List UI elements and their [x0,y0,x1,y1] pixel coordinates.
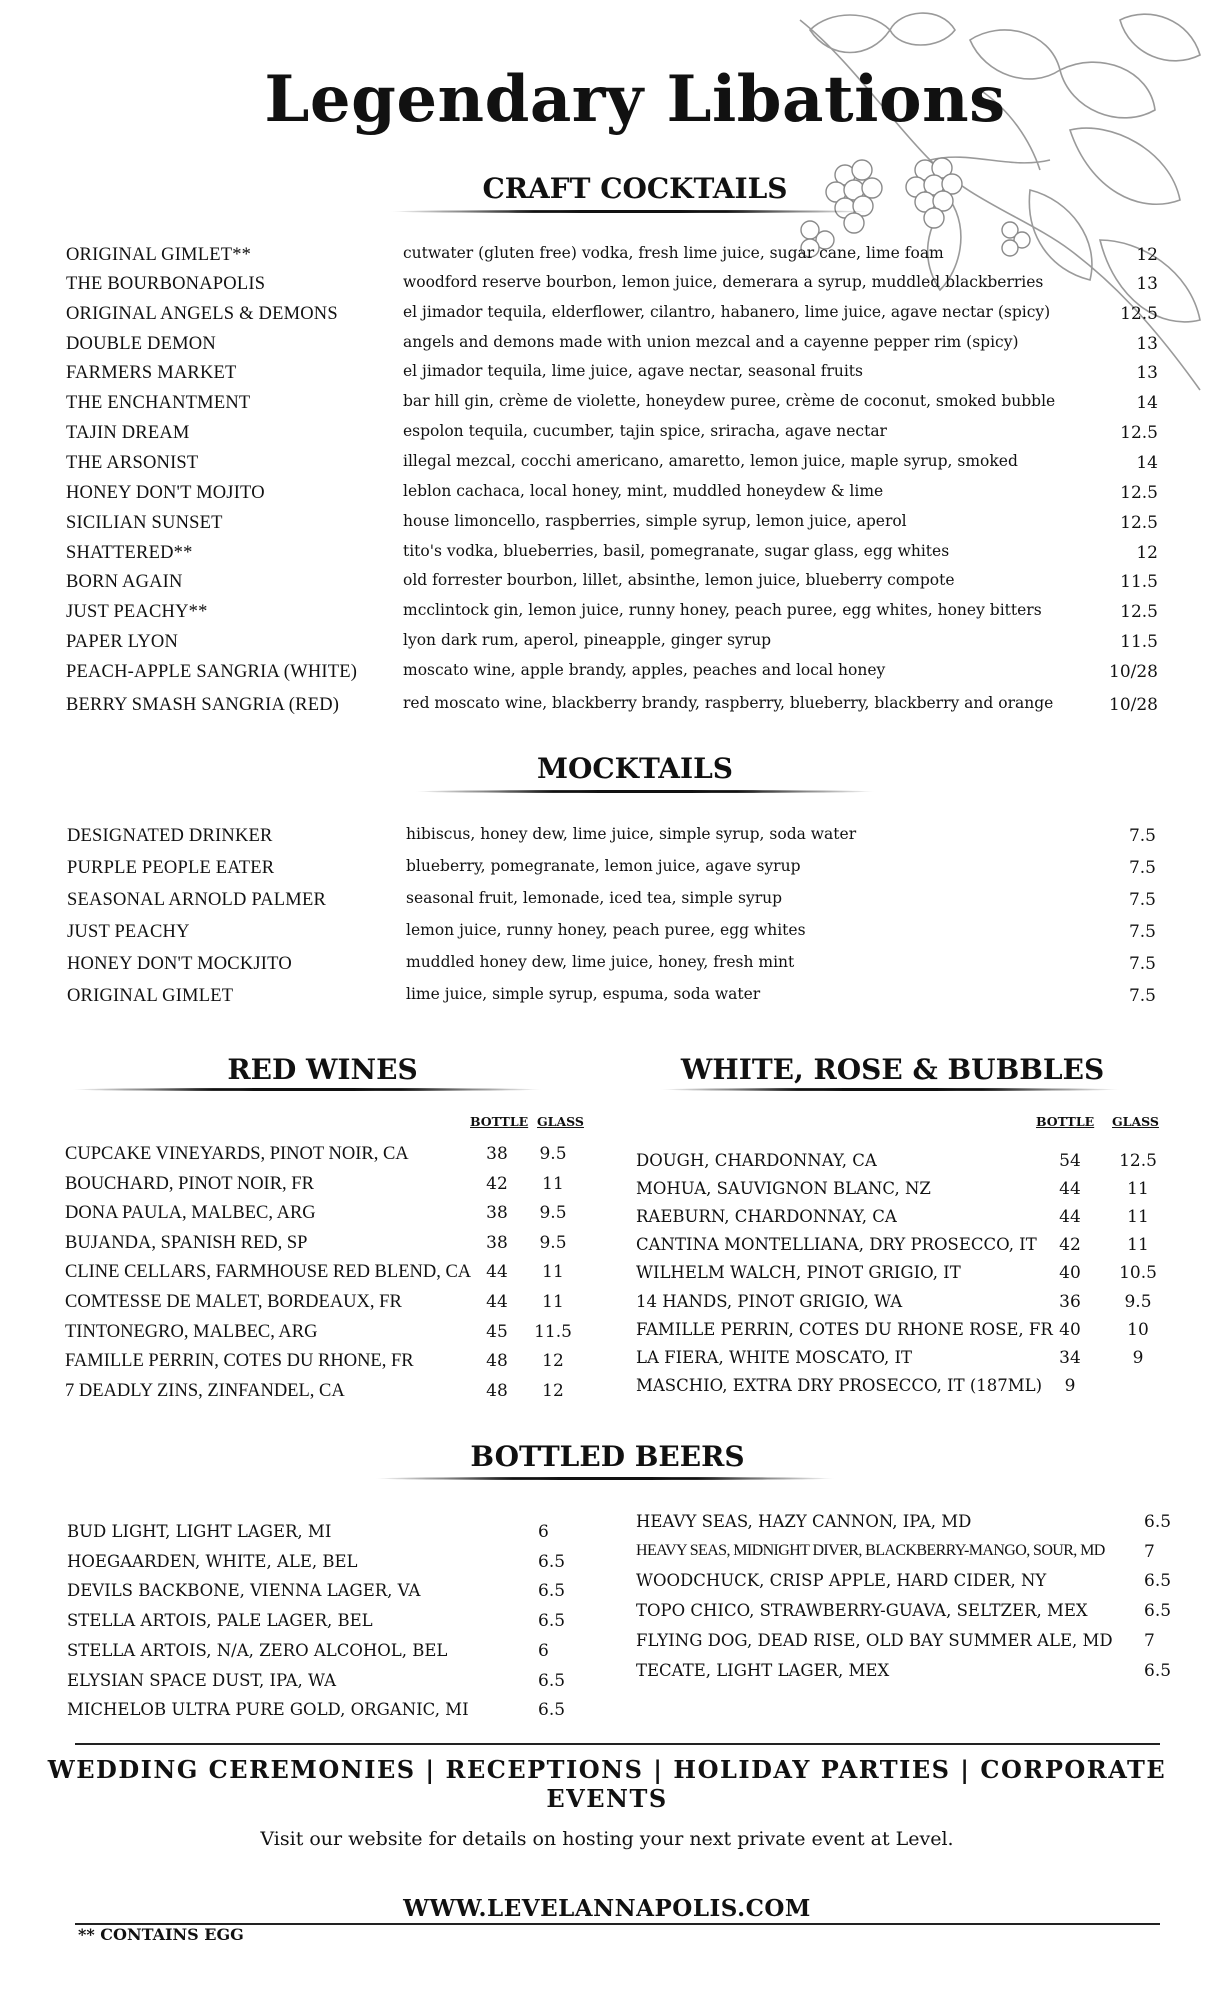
cocktail-description: el jimador tequila, lime juice, agave nectar, seasonal fruits [403,362,863,380]
white-wine-bottle-price: 42 [1059,1235,1081,1256]
white-wine-bottle-price: 44 [1059,1207,1081,1228]
mocktail-name: DESIGNATED DRINKER [67,826,273,846]
red-wine-bottle-price: 48 [486,1380,508,1401]
egg-footnote: ** CONTAINS EGG [78,1925,244,1944]
beer-price: 6.5 [1144,1601,1172,1622]
cocktail-name: ORIGINAL GIMLET** [66,245,252,265]
cocktail-price: 10/28 [1109,695,1158,715]
cocktail-price: 12 [1136,245,1158,265]
private-event-note: Visit our website for details on hosting your next private event at Level. [260,1828,954,1850]
red-col-bottle: BOTTLE [470,1114,529,1129]
red-wine-bottle-price: 44 [486,1262,508,1283]
cocktail-description: woodford reserve bourbon, lemon juice, demerara a syrup, muddled blackberries [403,273,1044,291]
beer-price: 7 [1144,1630,1155,1651]
cocktail-price: 12.5 [1120,513,1158,533]
cocktail-description: illegal mezcal, cocchi americano, amaretto, lemon juice, maple syrup, smoked [403,452,1018,470]
white-wine-name: DOUGH, CHARDONNAY, CA [636,1151,877,1170]
beer-name: DEVILS BACKBONE, VIENNA LAGER, VA [67,1581,421,1601]
mocktail-description: seasonal fruit, lemonade, iced tea, simple syrup [406,889,783,907]
cocktail-price: 11.5 [1120,632,1158,652]
white-wine-name: 14 HANDS, PINOT GRIGIO, WA [636,1291,903,1311]
beer-name: FLYING DOG, DEAD RISE, OLD BAY SUMMER ALE, MD [636,1630,1113,1650]
cocktail-name: HONEY DON'T MOJITO [66,483,265,503]
red-wine-bottle-price: 44 [486,1292,508,1312]
cocktail-price: 11.5 [1120,572,1158,592]
white-wine-bottle-price: 44 [1059,1179,1081,1200]
white-wine-bottle-price: 40 [1059,1263,1081,1284]
cocktail-name: SICILIAN SUNSET [66,513,223,533]
menu-title: Legendary Libations [264,62,1006,137]
cocktail-name: THE ENCHANTMENT [66,393,251,413]
red-wine-glass-price: 9.5 [539,1232,567,1253]
beer-price: 6.5 [1144,1512,1172,1532]
mocktail-price: 7.5 [1128,890,1156,910]
footer-rule-top [75,1743,1160,1745]
mocktail-name: ORIGINAL GIMLET [67,986,234,1006]
red-col-glass: GLASS [537,1114,584,1129]
white-wine-glass-price: 11 [1127,1207,1149,1228]
red-wine-glass-price: 12 [542,1380,564,1401]
cocktail-price: 13 [1136,274,1158,294]
events-banner: WEDDING CEREMONIES | RECEPTIONS | HOLIDAY PARTIES | CORPORATE EVENTS [47,1755,1167,1813]
white-wine-bottle-price: 54 [1059,1151,1081,1171]
white-wine-glass-price: 11 [1127,1235,1149,1256]
mocktail-description: hibiscus, honey dew, lime juice, simple syrup, soda water [406,825,857,843]
cocktail-description: cutwater (gluten free) vodka, fresh lime juice, sugar cane, lime foam [403,244,944,262]
white-wine-glass-price: 10.5 [1119,1263,1157,1284]
beer-name: HEAVY SEAS, HAZY CANNON, IPA, MD [636,1512,972,1531]
cocktail-description: red moscato wine, blackberry brandy, raspberry, blueberry, blackberry and orange [403,694,1054,712]
red-wine-bottle-price: 38 [486,1232,508,1253]
beer-name: BUD LIGHT, LIGHT LAGER, MI [67,1522,332,1541]
red-wine-name: CUPCAKE VINEYARDS, PINOT NOIR, CA [65,1144,409,1164]
cocktail-description: mcclintock gin, lemon juice, runny honey, peach puree, egg whites, honey bitters [403,601,1042,619]
cocktail-description: espolon tequila, cucumber, tajin spice, sriracha, agave nectar [403,422,887,440]
white-wine-name: MOHUA, SAUVIGNON BLANC, NZ [636,1179,931,1199]
cocktail-name: PEACH-APPLE SANGRIA (WHITE) [66,662,358,682]
mocktail-description: lime juice, simple syrup, espuma, soda water [406,985,761,1003]
website-link[interactable]: WWW.LEVELANNAPOLIS.COM [403,1895,811,1922]
mocktail-price: 7.5 [1128,858,1156,878]
cocktail-name: JUST PEACHY** [66,602,208,622]
beer-name: HOEGAARDEN, WHITE, ALE, BEL [67,1551,358,1571]
red-wine-glass-price: 9.5 [539,1203,567,1224]
white-wine-name: FAMILLE PERRIN, COTES DU RHONE ROSE, FR [636,1319,1053,1339]
mocktail-price: 7.5 [1128,826,1156,846]
cocktail-price: 12.5 [1120,423,1158,443]
mocktail-price: 7.5 [1128,986,1156,1006]
cocktail-price: 10/28 [1109,662,1158,682]
beer-price: 6 [538,1640,549,1661]
white-wine-glass-price: 9.5 [1124,1291,1152,1312]
divider [415,790,875,793]
red-wine-glass-price: 11.5 [534,1321,572,1342]
mocktail-price: 7.5 [1128,954,1156,974]
cocktail-description: house limoncello, raspberries, simple syrup, lemon juice, aperol [403,512,907,530]
cocktail-name: THE ARSONIST [66,453,199,473]
cocktail-price: 12 [1136,543,1158,563]
red-wine-bottle-price: 45 [486,1321,508,1342]
section-heading-white-wines: WHITE, ROSE & BUBBLES [680,1053,1105,1086]
cocktail-price: 12.5 [1120,483,1158,503]
cocktail-name: THE BOURBONAPOLIS [66,274,266,294]
beer-name: ELYSIAN SPACE DUST, IPA, WA [67,1670,337,1690]
beer-name: WOODCHUCK, CRISP APPLE, HARD CIDER, NY [636,1571,1047,1591]
cocktail-name: BERRY SMASH SANGRIA (RED) [66,695,340,715]
divider [375,1477,835,1480]
section-heading-beers: BOTTLED BEERS [470,1440,745,1473]
cocktail-description: old forrester bourbon, lillet, absinthe, lemon juice, blueberry compote [403,571,955,589]
beer-price: 6.5 [538,1700,566,1721]
white-col-bottle: BOTTLE [1036,1114,1095,1129]
beer-name: STELLA ARTOIS, PALE LAGER, BEL [67,1611,373,1631]
cocktail-description: angels and demons made with union mezcal and a cayenne pepper rim (spicy) [403,333,1019,351]
section-heading-cocktails: CRAFT COCKTAILS [482,172,788,205]
red-wine-glass-price: 12 [542,1351,564,1372]
divider [390,210,870,213]
cocktail-description: el jimador tequila, elderflower, cilantro, habanero, lime juice, agave nectar (spicy) [403,303,1051,321]
mocktail-description: blueberry, pomegranate, lemon juice, agave syrup [406,857,801,875]
cocktail-description: leblon cachaca, local honey, mint, muddled honeydew & lime [403,482,884,500]
beer-price: 6.5 [538,1581,566,1602]
mocktail-description: lemon juice, runny honey, peach puree, egg whites [406,921,806,939]
cocktail-name: FARMERS MARKET [66,363,237,383]
beer-name: TOPO CHICO, STRAWBERRY-GUAVA, SELTZER, MEX [636,1601,1088,1621]
red-wine-name: COMTESSE DE MALET, BORDEAUX, FR [65,1292,402,1312]
beer-price: 6.5 [538,1611,566,1632]
cocktail-price: 12.5 [1120,602,1158,622]
mocktail-name: PURPLE PEOPLE EATER [67,858,275,878]
white-wine-glass-price: 9 [1132,1347,1144,1368]
cocktail-price: 14 [1136,453,1158,473]
cocktail-price: 13 [1136,334,1158,354]
white-wine-name: WILHELM WALCH, PINOT GRIGIO, IT [636,1263,961,1283]
cocktail-name: TAJIN DREAM [66,423,190,443]
beer-price: 6.5 [538,1551,566,1572]
cocktail-name: BORN AGAIN [66,572,183,592]
red-wine-glass-price: 9.5 [539,1144,567,1164]
white-wine-bottle-price: 40 [1059,1319,1081,1340]
red-wine-bottle-price: 42 [486,1173,508,1194]
red-wine-glass-price: 11 [542,1292,564,1312]
white-wine-name: MASCHIO, EXTRA DRY PROSECCO, IT (187ML) [636,1375,1043,1395]
beer-name: MICHELOB ULTRA PURE GOLD, ORGANIC, MI [67,1700,469,1720]
section-heading-mocktails: MOCKTAILS [536,752,734,785]
beer-price: 6 [538,1522,549,1542]
red-wine-name: TINTONEGRO, MALBEC, ARG [65,1321,318,1342]
cocktail-description: moscato wine, apple brandy, apples, peaches and local honey [403,661,886,679]
mocktail-description: muddled honey dew, lime juice, honey, fresh mint [406,953,795,971]
cocktail-name: DOUBLE DEMON [66,334,216,354]
red-wine-bottle-price: 38 [486,1144,508,1164]
beer-name: TECATE, LIGHT LAGER, MEX [636,1660,890,1680]
mocktail-name: JUST PEACHY [67,922,190,942]
cocktail-price: 14 [1136,393,1158,413]
beer-name: STELLA ARTOIS, N/A, ZERO ALCOHOL, BEL [67,1640,448,1660]
beer-name: HEAVY SEAS, MIDNIGHT DIVER, BLACKBERRY-MANGO, SOUR, MD [636,1541,1105,1559]
red-wine-name: BUJANDA, SPANISH RED, SP [65,1232,308,1253]
white-wine-bottle-price: 9 [1064,1375,1076,1396]
cocktail-description: bar hill gin, crème de violette, honeydew puree, crème de coconut, smoked bubble [403,392,1056,410]
red-wine-glass-price: 11 [542,1262,564,1283]
cocktail-price: 12.5 [1120,304,1158,324]
red-wine-name: BOUCHARD, PINOT NOIR, FR [65,1173,314,1194]
cocktail-description: lyon dark rum, aperol, pineapple, ginger syrup [403,631,772,649]
section-heading-red-wines: RED WINES [227,1053,418,1086]
mocktail-name: HONEY DON'T MOCKJITO [67,954,292,974]
white-wine-glass-price: 11 [1127,1179,1149,1200]
white-wine-glass-price: 12.5 [1119,1151,1157,1171]
beer-price: 7 [1144,1541,1155,1562]
red-wine-name: 7 DEADLY ZINS, ZINFANDEL, CA [65,1380,345,1401]
red-wine-bottle-price: 38 [486,1203,508,1224]
white-wine-name: RAEBURN, CHARDONNAY, CA [636,1207,897,1227]
mocktail-name: SEASONAL ARNOLD PALMER [67,890,326,910]
cocktail-price: 13 [1136,363,1158,383]
red-wine-bottle-price: 48 [486,1351,508,1372]
beer-price: 6.5 [1144,1571,1172,1592]
red-wine-name: FAMILLE PERRIN, COTES DU RHONE, FR [65,1351,414,1372]
cocktail-name: ORIGINAL ANGELS & DEMONS [66,304,338,324]
red-wine-name: CLINE CELLARS, FARMHOUSE RED BLEND, CA [65,1262,472,1283]
red-wine-name: DONA PAULA, MALBEC, ARG [65,1203,316,1224]
divider [660,1088,1120,1091]
divider [72,1088,542,1091]
white-wine-glass-price: 10 [1127,1319,1149,1340]
white-wine-bottle-price: 36 [1059,1291,1081,1312]
mocktail-price: 7.5 [1128,922,1156,942]
white-wine-name: LA FIERA, WHITE MOSCATO, IT [636,1347,913,1367]
beer-price: 6.5 [538,1670,566,1691]
cocktail-name: PAPER LYON [66,632,179,652]
white-col-glass: GLASS [1112,1114,1159,1129]
white-wine-name: CANTINA MONTELLIANA, DRY PROSECCO, IT [636,1235,1037,1255]
red-wine-glass-price: 11 [542,1173,564,1194]
cocktail-name: SHATTERED** [66,543,193,563]
white-wine-bottle-price: 34 [1059,1347,1081,1368]
cocktail-description: tito's vodka, blueberries, basil, pomegranate, sugar glass, egg whites [403,542,950,560]
beer-price: 6.5 [1144,1660,1172,1681]
